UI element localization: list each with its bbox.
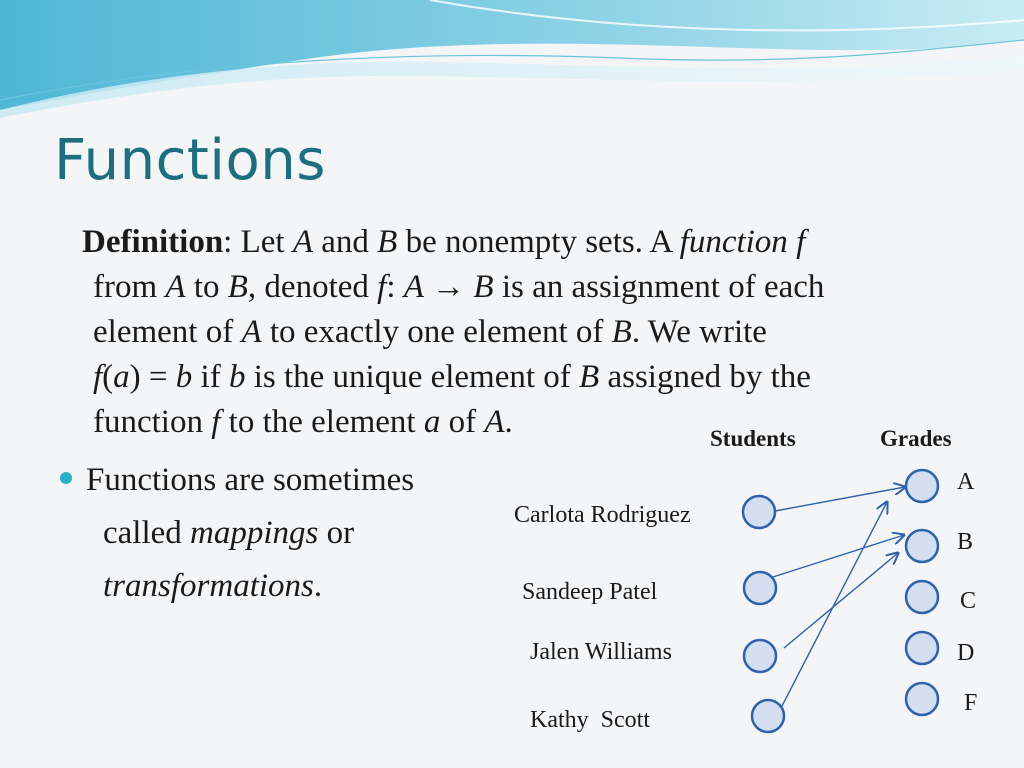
grades-header: Grades xyxy=(880,426,952,451)
grade-node-c xyxy=(906,581,938,613)
mapping-arrow-2 xyxy=(773,535,904,577)
mappings-term: mappings xyxy=(190,515,319,551)
grade-label-f: F xyxy=(964,690,978,716)
mapping-arrow-4 xyxy=(782,502,887,706)
mapping-arrows xyxy=(773,487,905,706)
student-label-sandeep: Sandeep Patel xyxy=(522,579,658,605)
student-node-4 xyxy=(752,700,784,732)
grade-node-a xyxy=(906,470,938,502)
students-header: Students xyxy=(710,426,796,451)
student-node-3 xyxy=(744,640,776,672)
bullet-text-1: Functions are sometimes xyxy=(86,462,415,498)
definition-lead: Definition xyxy=(82,224,224,260)
bullet-item: Functions are sometimes called mappings or transformations. xyxy=(60,454,414,613)
mapping-nodes xyxy=(743,470,938,732)
definition-line-3: element of A to exactly one element of B. We write xyxy=(93,314,767,350)
student-node-2 xyxy=(744,572,776,604)
slide-title: Functions xyxy=(54,128,326,193)
decorative-wave-banner xyxy=(0,0,1024,120)
definition-paragraph xyxy=(82,220,982,445)
definition-line-1: Definition: Let A and B be nonempty sets. A function f xyxy=(82,224,806,260)
student-node-1 xyxy=(743,496,775,528)
bullet-dot-icon xyxy=(60,472,72,484)
student-label-jalen: Jalen Williams xyxy=(530,639,672,665)
mapping-arrow-3 xyxy=(784,553,898,648)
grade-label-d: D xyxy=(957,640,975,666)
student-label-kathy: Kathy Scott xyxy=(530,707,650,733)
definition-line-2: from A to B, denoted f: A → B is an assignment of each xyxy=(93,269,825,305)
transformations-term: transformations xyxy=(103,568,314,604)
definition-line-4: f(a) = b if b is the unique element of B assigned by the xyxy=(93,359,811,395)
grade-label-b: B xyxy=(957,529,974,555)
grade-node-b xyxy=(906,530,938,562)
definition-line-5: function f to the element a of A. xyxy=(93,404,513,440)
student-label-carlota: Carlota Rodriguez xyxy=(514,502,691,528)
grade-node-f xyxy=(906,683,938,715)
grade-label-a: A xyxy=(957,469,975,495)
mapping-arrow-1 xyxy=(775,487,905,511)
grade-node-d xyxy=(906,632,938,664)
grade-label-c: C xyxy=(960,588,977,614)
